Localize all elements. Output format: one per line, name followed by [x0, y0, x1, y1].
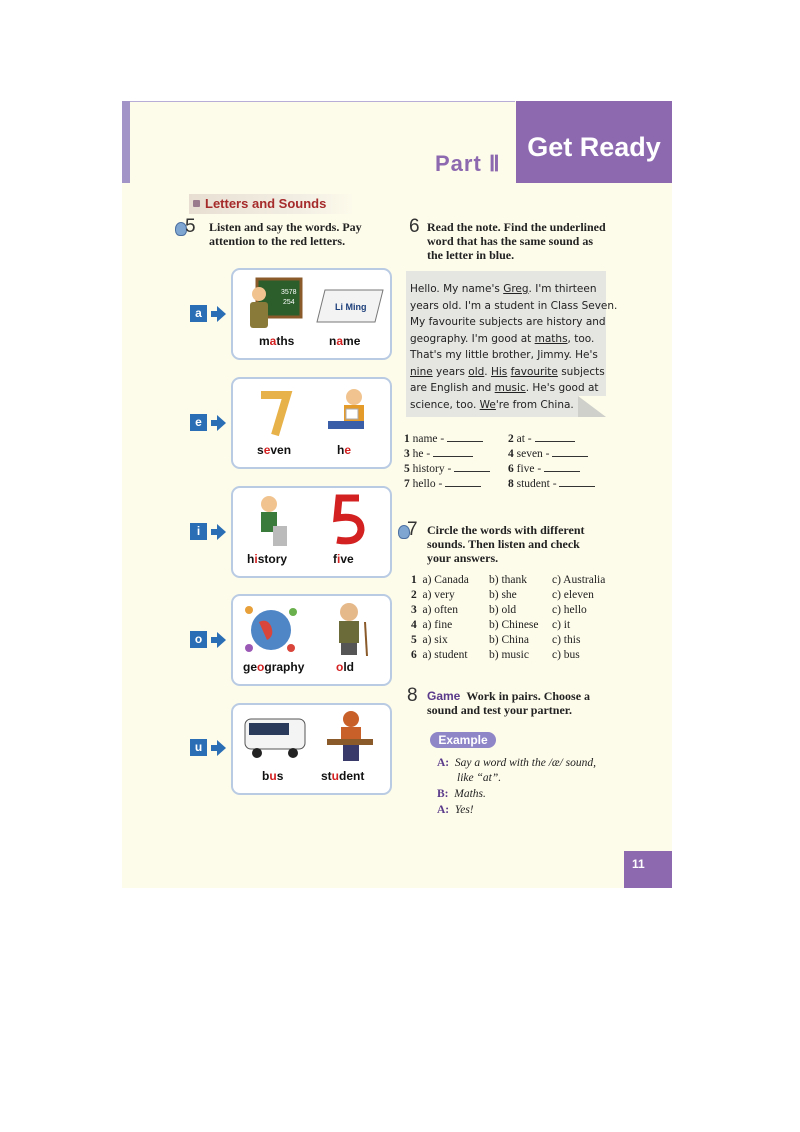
name-card-illustration [315, 286, 385, 326]
ex7-option: c) it [552, 619, 571, 631]
ex8-number: 8 [407, 685, 418, 706]
number-seven-illustration [255, 385, 295, 441]
ex7-option: b) China [489, 634, 529, 646]
teacher-illustration [245, 276, 305, 332]
game-label: Game [427, 689, 461, 703]
ex6-line2: word that has the same sound as [427, 234, 594, 248]
ex7-row: 2 a) very [411, 589, 455, 601]
blank-item: 3 he - [404, 447, 473, 460]
ex7-row: 1 a) Canada [411, 574, 469, 586]
note-line-8: science, too. We're from China. [410, 398, 574, 411]
ex7-instruction [427, 523, 585, 565]
note-line-7: are English and music. He's good at [410, 382, 599, 394]
dialogue-line: A: Say a word with the /æ/ sound, [437, 757, 596, 769]
historian-illustration [247, 492, 297, 550]
blank-item: 7 hello - [404, 477, 481, 490]
boy-reading-illustration [318, 385, 380, 441]
svg-text:Li Ming: Li Ming [335, 302, 367, 312]
ex7-option: b) Chinese [489, 619, 539, 631]
ex6-line1: Read the note. Find the underlined [427, 220, 606, 234]
ex6-number: 6 [409, 216, 420, 237]
word-geography: geography [243, 660, 305, 674]
word-student: student [321, 769, 365, 783]
ex7-number: 7 [407, 519, 418, 540]
left-accent-bar [122, 101, 130, 183]
svg-text:254: 254 [283, 299, 295, 306]
section-bullet-icon [193, 200, 200, 207]
ex7-line3: your answers. [427, 551, 499, 565]
section-title: Letters and Sounds [205, 196, 327, 211]
word-he: he [337, 443, 352, 457]
ex7-option: c) hello [552, 604, 587, 616]
note-line-4: geography. I'm good at maths, too. [410, 332, 595, 345]
ex5-instruction [209, 220, 362, 248]
letter-badge-a: a [190, 305, 207, 322]
blank-item: 4 seven - [508, 447, 588, 460]
textbook-page [122, 101, 672, 888]
word-history: history [247, 552, 288, 566]
student-illustration [323, 707, 383, 765]
ex7-row: 4 a) fine [411, 619, 453, 631]
old-man-illustration [325, 600, 375, 658]
ex7-line2: sounds. Then listen and check [427, 537, 580, 551]
number-five-illustration [325, 492, 375, 550]
example-badge: Example [430, 732, 496, 748]
ex7-row: 3 a) often [411, 604, 458, 616]
word-card-o [231, 594, 392, 686]
ex7-option: b) old [489, 604, 517, 616]
ex8-line1: Work in pairs. Choose a [466, 689, 591, 703]
ex8-line2: sound and test your partner. [427, 703, 573, 717]
dialogue-line: like “at”. [457, 772, 502, 784]
ex7-row: 5 a) six [411, 634, 448, 646]
note-line-1: Hello. My name's Greg. I'm thirteen [410, 283, 597, 295]
word-card-u [231, 703, 392, 795]
note-box [406, 271, 618, 417]
top-rule [130, 101, 515, 102]
blank-item: 2 at - [508, 432, 575, 445]
word-card-e [231, 377, 392, 469]
dialogue-line: A: Yes! [437, 804, 474, 816]
note-page-fold [578, 396, 606, 417]
ex7-option: c) bus [552, 649, 580, 661]
word-name: name [329, 334, 361, 348]
globe-illustration [241, 600, 301, 658]
ex7-option: b) she [489, 589, 517, 601]
ex7-line1: Circle the words with different [427, 523, 585, 537]
word-maths: maths [259, 334, 295, 348]
word-five: five [333, 552, 354, 566]
blank-item: 1 name - [404, 432, 483, 445]
bus-illustration [243, 715, 309, 761]
word-bus: bus [262, 769, 284, 783]
letter-badge-u: u [190, 739, 207, 756]
page-number: 11 [624, 851, 672, 888]
ex6-line3: the letter in blue. [427, 248, 515, 262]
note-line-6: nine years old. His favourite subjects [410, 365, 605, 378]
word-card-i [231, 486, 392, 578]
blank-item: 5 history - [404, 462, 490, 475]
part-heading: Part Ⅱ [435, 151, 501, 176]
note-line-3: My favourite subjects are history and [410, 316, 606, 328]
get-ready-banner: Get Ready [516, 101, 672, 183]
ex7-row: 6 a) student [411, 649, 468, 661]
ex7-option: c) Australia [552, 574, 606, 586]
ex6-instruction [427, 220, 606, 262]
note-line-5: That's my little brother, Jimmy. He's [410, 349, 598, 361]
ex7-option: c) this [552, 634, 581, 646]
ex7-option: c) eleven [552, 589, 594, 601]
ex8-instruction [427, 689, 590, 717]
note-line-2: years old. I'm a student in Class Seven. [410, 299, 618, 312]
ex5-line1: Listen and say the words. Pay [209, 220, 362, 234]
blank-item: 8 student - [508, 477, 595, 490]
blank-item: 6 five - [508, 462, 580, 475]
letter-badge-e: e [190, 414, 207, 431]
letter-badge-o: o [190, 631, 207, 648]
ex7-option: b) thank [489, 574, 528, 586]
ex7-option: b) music [489, 649, 529, 661]
word-seven: seven [257, 443, 292, 457]
word-card-a [231, 268, 392, 360]
svg-text:3578: 3578 [281, 289, 297, 296]
letter-badge-i: i [190, 523, 207, 540]
word-old: old [336, 660, 355, 674]
dialogue-line: B: Maths. [437, 788, 486, 800]
section-header [189, 194, 354, 214]
ex5-number: 5 [185, 216, 196, 237]
ex5-line2: attention to the red letters. [209, 234, 346, 248]
